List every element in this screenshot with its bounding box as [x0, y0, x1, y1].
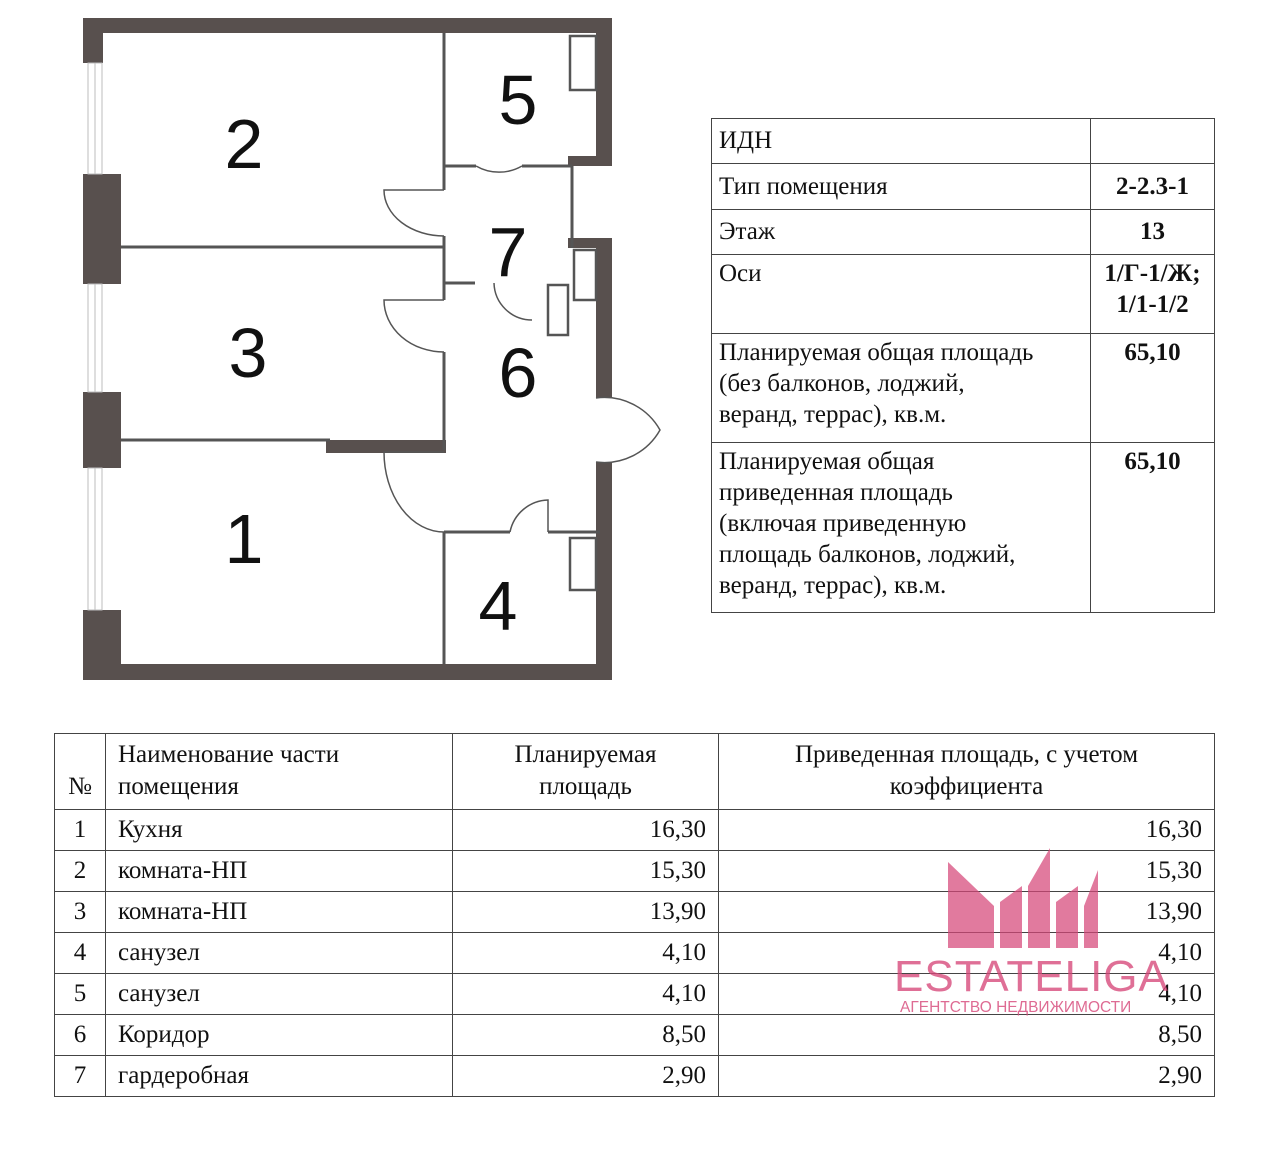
info-value: 1/Г-1/Ж; 1/1-1/2 [1091, 255, 1215, 334]
row-reduced-area: 15,30 [719, 851, 1215, 892]
row-reduced-area: 13,90 [719, 892, 1215, 933]
watermark-brand-name: ESTATELIGA [894, 952, 1169, 1001]
room-number-1: 1 [224, 500, 264, 578]
info-value [1091, 119, 1215, 164]
info-label: Этаж [712, 210, 1091, 255]
apartment-info-table [711, 118, 1215, 613]
info-row [712, 119, 1215, 164]
row-room-name: санузел [106, 933, 453, 974]
row-reduced-area: 4,10 [719, 933, 1215, 974]
info-label: Планируемая общая площадь (без балконов, лоджий, веранд, террас), кв.м. [712, 334, 1091, 443]
info-value: 13 [1091, 210, 1215, 255]
rooms-table-header [55, 734, 1215, 810]
info-row [712, 164, 1215, 210]
row-planned-area: 13,90 [453, 892, 719, 933]
room-number-5: 5 [498, 61, 538, 139]
row-planned-area: 4,10 [453, 933, 719, 974]
info-value: 65,10 [1091, 334, 1215, 443]
header-num: № [55, 734, 106, 810]
row-num: 4 [55, 933, 106, 974]
row-planned-area: 16,30 [453, 810, 719, 851]
row-room-name: Коридор [106, 1015, 453, 1056]
header-planned-area: Планируемая площадь [453, 734, 719, 810]
info-row [712, 210, 1215, 255]
row-num: 6 [55, 1015, 106, 1056]
header-reduced-area: Приведенная площадь, с учетом коэффициента [719, 734, 1215, 810]
info-label: Планируемая общая приведенная площадь (включая приведенную площадь балконов, лоджий, веранд, террас), кв.м. [712, 443, 1091, 613]
row-room-name: санузел [106, 974, 453, 1015]
room-number-2: 2 [224, 105, 264, 183]
floor-plan [0, 0, 700, 720]
row-planned-area: 15,30 [453, 851, 719, 892]
info-row [712, 255, 1215, 334]
room-number-6: 6 [498, 334, 538, 412]
row-num: 3 [55, 892, 106, 933]
room-number-3: 3 [228, 314, 268, 392]
room-number-7: 7 [488, 213, 528, 291]
info-label: Тип помещения [712, 164, 1091, 210]
row-num: 7 [55, 1056, 106, 1097]
row-room-name: Кухня [106, 810, 453, 851]
estateliga-watermark [890, 840, 1180, 1030]
info-label: Оси [712, 255, 1091, 334]
estateliga-logo-icon [890, 840, 1180, 955]
info-row [712, 443, 1215, 613]
row-num: 2 [55, 851, 106, 892]
room-number-4: 4 [478, 567, 518, 645]
row-reduced-area: 2,90 [719, 1056, 1215, 1097]
row-reduced-area: 4,10 [719, 974, 1215, 1015]
info-label: ИДН [712, 119, 1091, 164]
row-planned-area: 4,10 [453, 974, 719, 1015]
info-value: 2-2.3-1 [1091, 164, 1215, 210]
row-planned-area: 8,50 [453, 1015, 719, 1056]
row-room-name: комната-НП [106, 892, 453, 933]
watermark-subtitle: АГЕНТСТВО НЕДВИЖИМОСТИ [900, 999, 1132, 1016]
row-room-name: гардеробная [106, 1056, 453, 1097]
row-num: 1 [55, 810, 106, 851]
row-reduced-area: 16,30 [719, 810, 1215, 851]
row-num: 5 [55, 974, 106, 1015]
table-row [55, 1056, 1215, 1097]
row-planned-area: 2,90 [453, 1056, 719, 1097]
row-reduced-area: 8,50 [719, 1015, 1215, 1056]
info-value: 65,10 [1091, 443, 1215, 613]
info-row [712, 334, 1215, 443]
row-room-name: комната-НП [106, 851, 453, 892]
header-room-name: Наименование части помещения [106, 734, 453, 810]
